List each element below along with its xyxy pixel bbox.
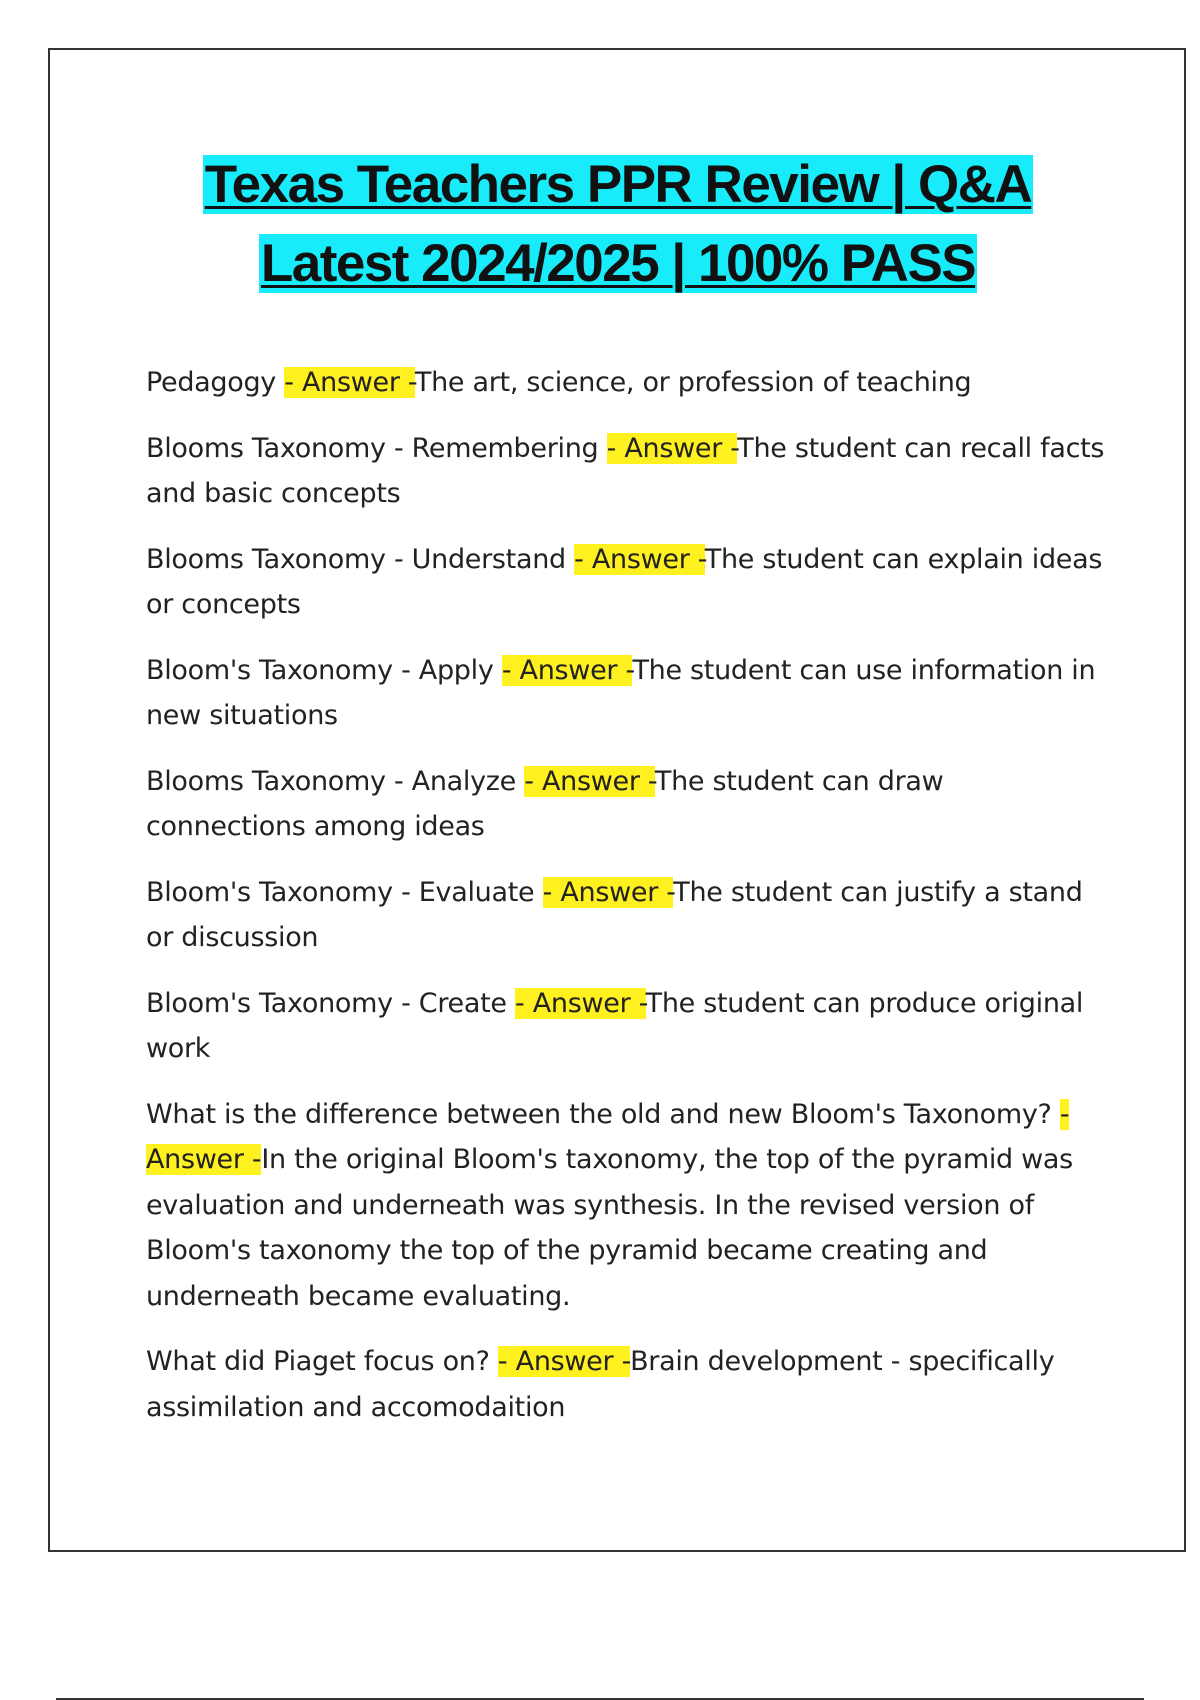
qa-answer: The student can draw connections among ideas xyxy=(146,765,944,842)
qa-list xyxy=(146,360,1106,1450)
answer-marker: - Answer - xyxy=(524,765,655,797)
qa-item xyxy=(146,648,1106,739)
qa-item xyxy=(146,981,1106,1072)
qa-term: Blooms Taxonomy - Understand xyxy=(146,543,575,575)
qa-item xyxy=(146,360,1106,406)
qa-item xyxy=(146,1339,1106,1430)
qa-term: Bloom's Taxonomy - Evaluate xyxy=(146,876,543,908)
qa-item xyxy=(146,870,1106,961)
qa-answer: The student can produce original work xyxy=(146,987,1084,1064)
answer-marker: - Answer - xyxy=(146,1098,1070,1175)
answer-marker: - Answer - xyxy=(284,367,415,398)
answer-marker: - Answer - xyxy=(501,654,633,686)
qa-answer: The student can explain ideas or concepts xyxy=(146,543,1103,620)
qa-term: Bloom's Taxonomy - Create xyxy=(146,987,515,1019)
qa-answer: The student can use information in new situations xyxy=(146,654,1096,731)
answer-marker: - Answer - xyxy=(606,432,738,464)
qa-item xyxy=(146,759,1106,850)
qa-answer: The student can recall facts and basic concepts xyxy=(146,432,1105,509)
answer-marker: - Answer - xyxy=(574,543,705,575)
qa-answer: Brain development - specifically assimilation and accomodaition xyxy=(146,1346,1055,1423)
answer-marker: - Answer - xyxy=(497,1346,631,1377)
qa-term: Blooms Taxonomy - Remembering xyxy=(146,432,607,464)
qa-item xyxy=(146,1092,1106,1320)
qa-answer: The art, science, or profession of teaching xyxy=(414,367,972,398)
qa-answer: The student can justify a stand or discussion xyxy=(146,876,1083,953)
title-line-2: Latest 2024/2025 | 100% PASS xyxy=(260,234,976,293)
title-line-1: Texas Teachers PPR Review | Q&A xyxy=(204,155,1032,214)
qa-answer: In the original Bloom's taxonomy, the top of the pyramid was evaluation and underneath was synthesis. In the revised version of Bloom's taxonomy the top of the pyramid became creating and underneath became evaluating. xyxy=(146,1144,1073,1312)
document-title xyxy=(100,145,1136,303)
answer-marker: - Answer - xyxy=(542,876,674,908)
qa-term: What did Piaget focus on? xyxy=(146,1346,498,1377)
qa-item xyxy=(146,537,1106,628)
qa-term: Blooms Taxonomy - Analyze xyxy=(146,765,525,797)
qa-term: Bloom's Taxonomy - Apply xyxy=(146,654,502,686)
answer-marker: - Answer - xyxy=(515,987,646,1019)
qa-term: Pedagogy xyxy=(146,367,285,398)
qa-term: What is the difference between the old and new Bloom's Taxonomy? xyxy=(146,1098,1060,1130)
qa-item xyxy=(146,426,1106,517)
